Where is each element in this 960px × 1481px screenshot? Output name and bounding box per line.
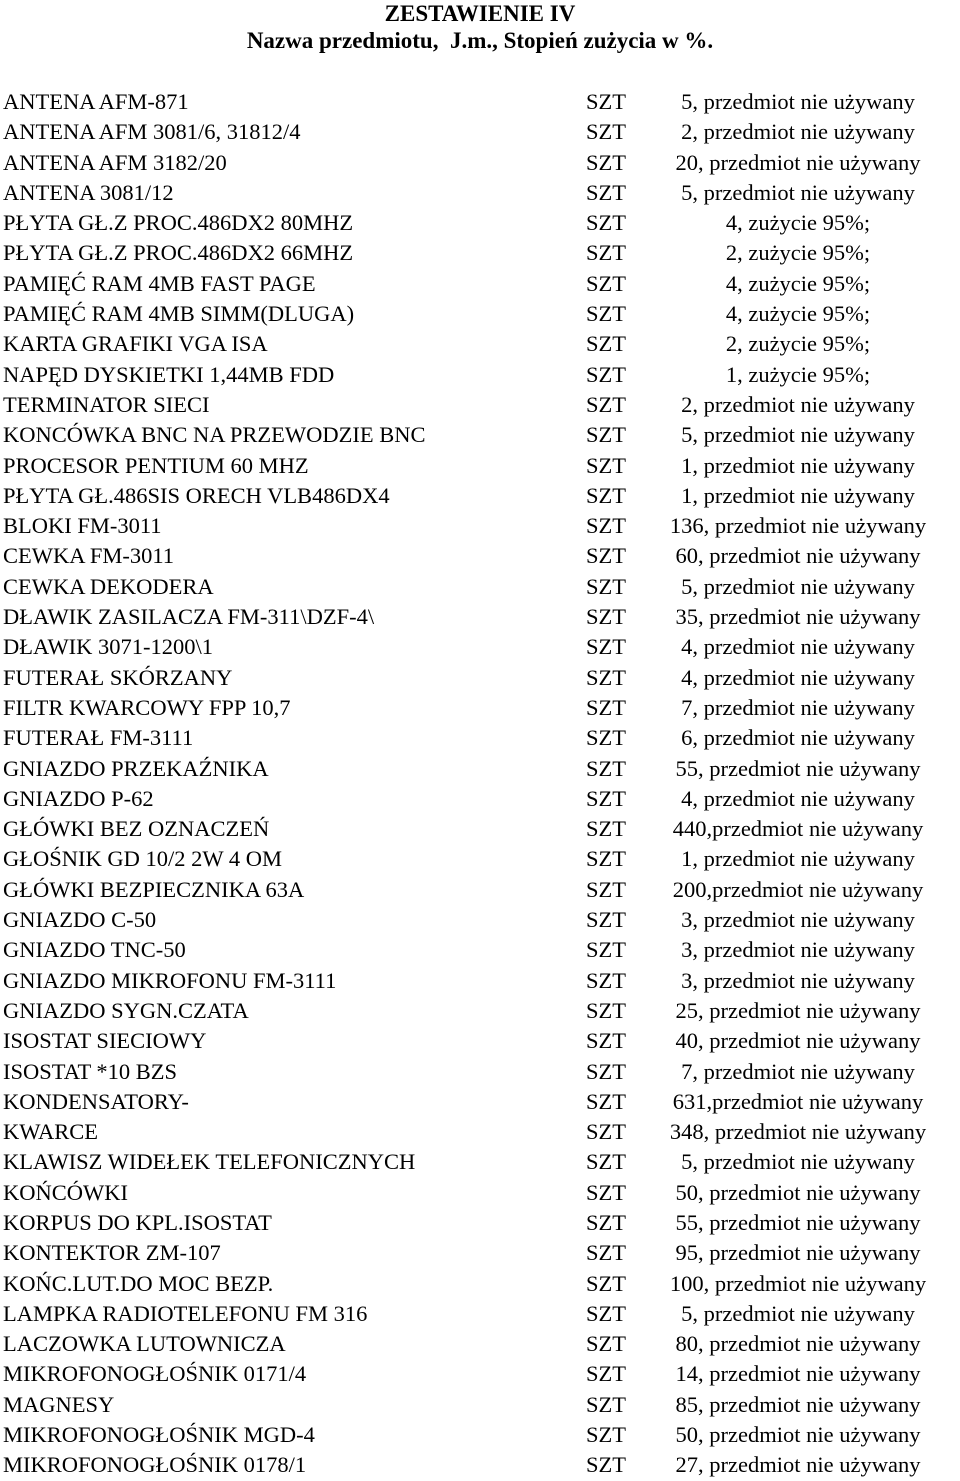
item-unit: SZT [586,1452,627,1478]
item-unit: SZT [586,573,627,599]
item-unit: SZT [586,1361,627,1387]
item-name: GŁÓWKI BEZ OZNACZEŃ [3,816,270,842]
item-name: PŁYTA GŁ.Z PROC.486DX2 66MHZ [3,240,354,266]
list-item [0,905,960,935]
item-unit: SZT [586,604,627,630]
item-unit: SZT [586,1391,627,1417]
item-unit: SZT [586,422,627,448]
item-name: KLAWISZ WIDEŁEK TELEFONICZNYCH [3,1149,416,1175]
list-item [0,269,960,299]
item-unit: SZT [586,270,627,296]
item-status: 5, przedmiot nie używany [681,1300,915,1326]
item-name: GNIAZDO PRZEKAŹNIKA [3,755,269,781]
list-item [0,148,960,178]
item-unit: SZT [586,543,627,569]
item-name: PROCESOR PENTIUM 60 MHZ [3,452,309,478]
item-unit: SZT [586,1149,627,1175]
item-name: FUTERAŁ SKÓRZANY [3,664,233,690]
item-name: DŁAWIK 3071-1200\1 [3,634,214,660]
item-status: 4, zużycie 95%; [725,210,871,236]
list-item [0,511,960,541]
item-name: ANTENA AFM-871 [3,89,189,114]
item-status: 4, przedmiot nie używany [681,785,915,811]
item-name: PAMIĘĆ RAM 4MB SIMM(DLUGA) [3,301,355,327]
item-status: 7, przedmiot nie używany [681,694,915,720]
list-item [0,754,960,784]
item-unit: SZT [586,391,627,417]
list-item [0,1269,960,1299]
item-status: 50, przedmiot nie używany [675,1179,921,1205]
list-item [0,117,960,147]
item-status: 2, zużycie 95%; [725,331,871,357]
item-unit: SZT [586,937,627,963]
item-name: PŁYTA GŁ.486SIS ORECH VLB486DX4 [3,482,390,508]
item-unit: SZT [586,119,627,145]
list-item [0,1450,960,1480]
item-status: 85, przedmiot nie używany [675,1391,921,1417]
item-name: CEWKA DEKODERA [3,573,214,599]
item-unit: SZT [586,694,627,720]
item-unit: SZT [586,1209,627,1235]
item-unit: SZT [586,816,627,842]
item-unit: SZT [586,1331,627,1357]
list-item [0,875,960,905]
item-status: 5, przedmiot nie używany [681,179,915,205]
list-item [0,1178,960,1208]
item-status: 60, przedmiot nie używany [675,543,921,569]
item-name: BLOKI FM-3011 [3,513,162,539]
item-name: LACZOWKA LUTOWNICZA [3,1331,286,1357]
item-name: ANTENA AFM 3182/20 [3,149,227,175]
list-item [0,1026,960,1056]
item-unit: SZT [586,179,627,205]
item-unit: SZT [586,725,627,751]
item-status: 14, przedmiot nie używany [675,1361,921,1387]
list-item [0,1238,960,1268]
item-name: MAGNESY [3,1391,115,1417]
item-status: 136, przedmiot nie używany [669,513,927,539]
item-name: GNIAZDO C-50 [3,907,157,933]
document-header [0,0,960,54]
item-name: MIKROFONOGŁOŚNIK 0171/4 [3,1361,307,1387]
item-unit: SZT [586,876,627,902]
item-unit: SZT [586,1119,627,1145]
item-name: ANTENA 3081/12 [3,179,174,205]
list-item [0,87,960,117]
item-status: 6, przedmiot nie używany [681,725,915,751]
item-status: 2, zużycie 95%; [725,240,871,266]
item-name: LAMPKA RADIOTELEFONU FM 316 [3,1300,368,1326]
list-item [0,420,960,450]
list-item [0,602,960,632]
list-item [0,723,960,753]
item-unit: SZT [586,1058,627,1084]
item-unit: SZT [586,149,627,175]
list-item [0,572,960,602]
list-item [0,1087,960,1117]
item-status: 100, przedmiot nie używany [669,1270,927,1296]
list-item [0,1420,960,1450]
item-status: 2, przedmiot nie używany [681,119,915,145]
item-name: ISOSTAT SIECIOWY [3,1028,207,1054]
item-unit: SZT [586,452,627,478]
list-item [0,208,960,238]
item-name: FILTR KWARCOWY FPP 10,7 [3,694,291,720]
item-status: 631,przedmiot nie używany [672,1088,924,1114]
item-name: KONTEKTOR ZM-107 [3,1240,221,1266]
item-unit: SZT [586,1088,627,1114]
item-status: 35, przedmiot nie używany [675,604,921,630]
item-name: KONCÓWKA BNC NA PRZEWODZIE BNC [3,422,426,448]
item-name: PAMIĘĆ RAM 4MB FAST PAGE [3,270,316,296]
item-unit: SZT [586,210,627,236]
item-status: 55, przedmiot nie używany [675,1209,921,1235]
item-name: GNIAZDO SYGN.CZATA [3,997,249,1023]
item-unit: SZT [586,240,627,266]
list-item [0,935,960,965]
list-item [0,693,960,723]
list-item [0,996,960,1026]
item-unit: SZT [586,1179,627,1205]
item-status: 348, przedmiot nie używany [669,1119,927,1145]
item-status: 4, zużycie 95%; [725,301,871,327]
item-name: MIKROFONOGŁOŚNIK 0178/1 [3,1452,307,1478]
item-unit: SZT [586,361,627,387]
item-status: 4, przedmiot nie używany [681,634,915,660]
list-item [0,541,960,571]
document-subtitle: Nazwa przedmiotu, J.m., Stopień zużycia w %. [246,28,714,53]
item-unit: SZT [586,846,627,872]
item-unit: SZT [586,1270,627,1296]
list-item [0,451,960,481]
list-item [0,299,960,329]
list-item [0,178,960,208]
item-status: 4, zużycie 95%; [725,270,871,296]
item-unit: SZT [586,1422,627,1448]
item-name: ISOSTAT *10 BZS [3,1058,178,1084]
list-item [0,329,960,359]
list-item [0,1117,960,1147]
item-unit: SZT [586,664,627,690]
item-name: NAPĘD DYSKIETKI 1,44MB FDD [3,361,335,387]
list-item [0,481,960,511]
item-name: GNIAZDO P-62 [3,785,154,811]
item-name: DŁAWIK ZASILACZA FM-311\DZF-4\ [3,604,375,630]
item-status: 27, przedmiot nie używany [675,1452,921,1478]
list-item [0,1359,960,1389]
list-item [0,1329,960,1359]
item-status: 1, przedmiot nie używany [681,846,915,872]
item-unit: SZT [586,513,627,539]
item-status: 3, przedmiot nie używany [681,937,915,963]
item-name: KWARCE [3,1119,98,1145]
item-status: 1, przedmiot nie używany [681,452,915,478]
item-status: 5, przedmiot nie używany [681,573,915,599]
item-status: 40, przedmiot nie używany [675,1028,921,1054]
item-name: GŁÓWKI BEZPIECZNIKA 63A [3,876,305,902]
item-unit: SZT [586,997,627,1023]
item-unit: SZT [586,482,627,508]
item-status: 50, przedmiot nie używany [675,1422,921,1448]
item-status: 7, przedmiot nie używany [681,1058,915,1084]
item-status: 25, przedmiot nie używany [675,997,921,1023]
item-unit: SZT [586,967,627,993]
item-name: FUTERAŁ FM-3111 [3,725,194,751]
list-item [0,663,960,693]
item-unit: SZT [586,755,627,781]
item-status: 20, przedmiot nie używany [675,149,921,175]
item-status: 55, przedmiot nie używany [675,755,921,781]
item-status: 3, przedmiot nie używany [681,907,915,933]
list-item [0,390,960,420]
item-status: 3, przedmiot nie używany [681,967,915,993]
item-name: KONDENSATORY- [3,1088,189,1114]
item-unit: SZT [586,1300,627,1326]
list-item [0,1208,960,1238]
item-name: GŁOŚNIK GD 10/2 2W 4 OM [3,846,282,872]
item-status: 5, przedmiot nie używany [681,89,915,114]
item-status: 2, przedmiot nie używany [681,391,915,417]
item-status: 440,przedmiot nie używany [672,816,924,842]
item-unit: SZT [586,907,627,933]
list-item [0,814,960,844]
item-status: 80, przedmiot nie używany [675,1331,921,1357]
list-item [0,844,960,874]
item-unit: SZT [586,301,627,327]
item-status: 1, przedmiot nie używany [681,482,915,508]
list-item [0,966,960,996]
item-name: KARTA GRAFIKI VGA ISA [3,331,268,357]
item-unit: SZT [586,1240,627,1266]
item-name: KORPUS DO KPL.ISOSTAT [3,1209,272,1235]
item-list [0,87,960,1481]
item-unit: SZT [586,89,627,114]
item-name: KOŃC.LUT.DO MOC BEZP. [3,1270,274,1296]
item-status: 200,przedmiot nie używany [672,876,924,902]
list-item [0,360,960,390]
item-unit: SZT [586,634,627,660]
item-status: 1, zużycie 95%; [725,361,871,387]
item-status: 4, przedmiot nie używany [681,664,915,690]
list-item [0,1057,960,1087]
item-unit: SZT [586,785,627,811]
item-name: KOŃCÓWKI [3,1179,128,1205]
item-name: GNIAZDO TNC-50 [3,937,186,963]
item-name: MIKROFONOGŁOŚNIK MGD-4 [3,1422,315,1448]
item-name: ANTENA AFM 3081/6, 31812/4 [3,119,301,145]
list-item [0,1390,960,1420]
item-unit: SZT [586,1028,627,1054]
item-status: 5, przedmiot nie używany [681,422,915,448]
item-name: CEWKA FM-3011 [3,543,175,569]
item-name: TERMINATOR SIECI [3,391,210,417]
list-item [0,632,960,662]
document-title: ZESTAWIENIE IV [384,1,576,26]
item-unit: SZT [586,331,627,357]
item-name: GNIAZDO MIKROFONU FM-3111 [3,967,337,993]
item-status: 95, przedmiot nie używany [675,1240,921,1266]
list-item [0,784,960,814]
list-item [0,1299,960,1329]
item-status: 5, przedmiot nie używany [681,1149,915,1175]
item-name: PŁYTA GŁ.Z PROC.486DX2 80MHZ [3,210,354,236]
list-item [0,1147,960,1177]
list-item [0,238,960,268]
